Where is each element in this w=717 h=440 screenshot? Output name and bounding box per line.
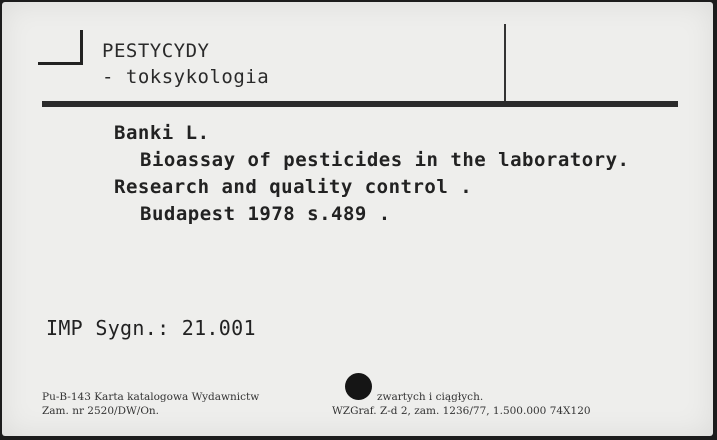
bibliographic-entry [114,120,630,228]
vertical-divider [504,24,506,102]
author: Banki L. [114,122,210,144]
subject-heading-line2: - toksykologia [102,66,270,88]
footer-left-1: Pu-B-143 Karta katalogowa Wydawnictw [42,391,260,403]
subject-heading [102,38,269,90]
card-footer [42,390,692,418]
title: Bioassay of pesticides in the laboratory. [140,149,630,171]
footer-right-2: WZGraf. Z-d 2, zam. 1236/77, 1.500.000 74X120 [332,405,591,417]
imprint: Budapest 1978 s.489 . [140,203,391,225]
subject-heading-line1: PESTYCYDY [102,40,210,62]
footer-right-1: zwartych i ciągłych. [377,391,484,403]
corner-mark [38,30,83,65]
call-number: IMP Sygn.: 21.001 [46,316,256,340]
catalog-card [2,2,713,436]
footer-left-2: Zam. nr 2520/DW/On. [42,405,160,417]
horizontal-rule [42,101,678,107]
title-continued: Research and quality control . [114,176,473,198]
